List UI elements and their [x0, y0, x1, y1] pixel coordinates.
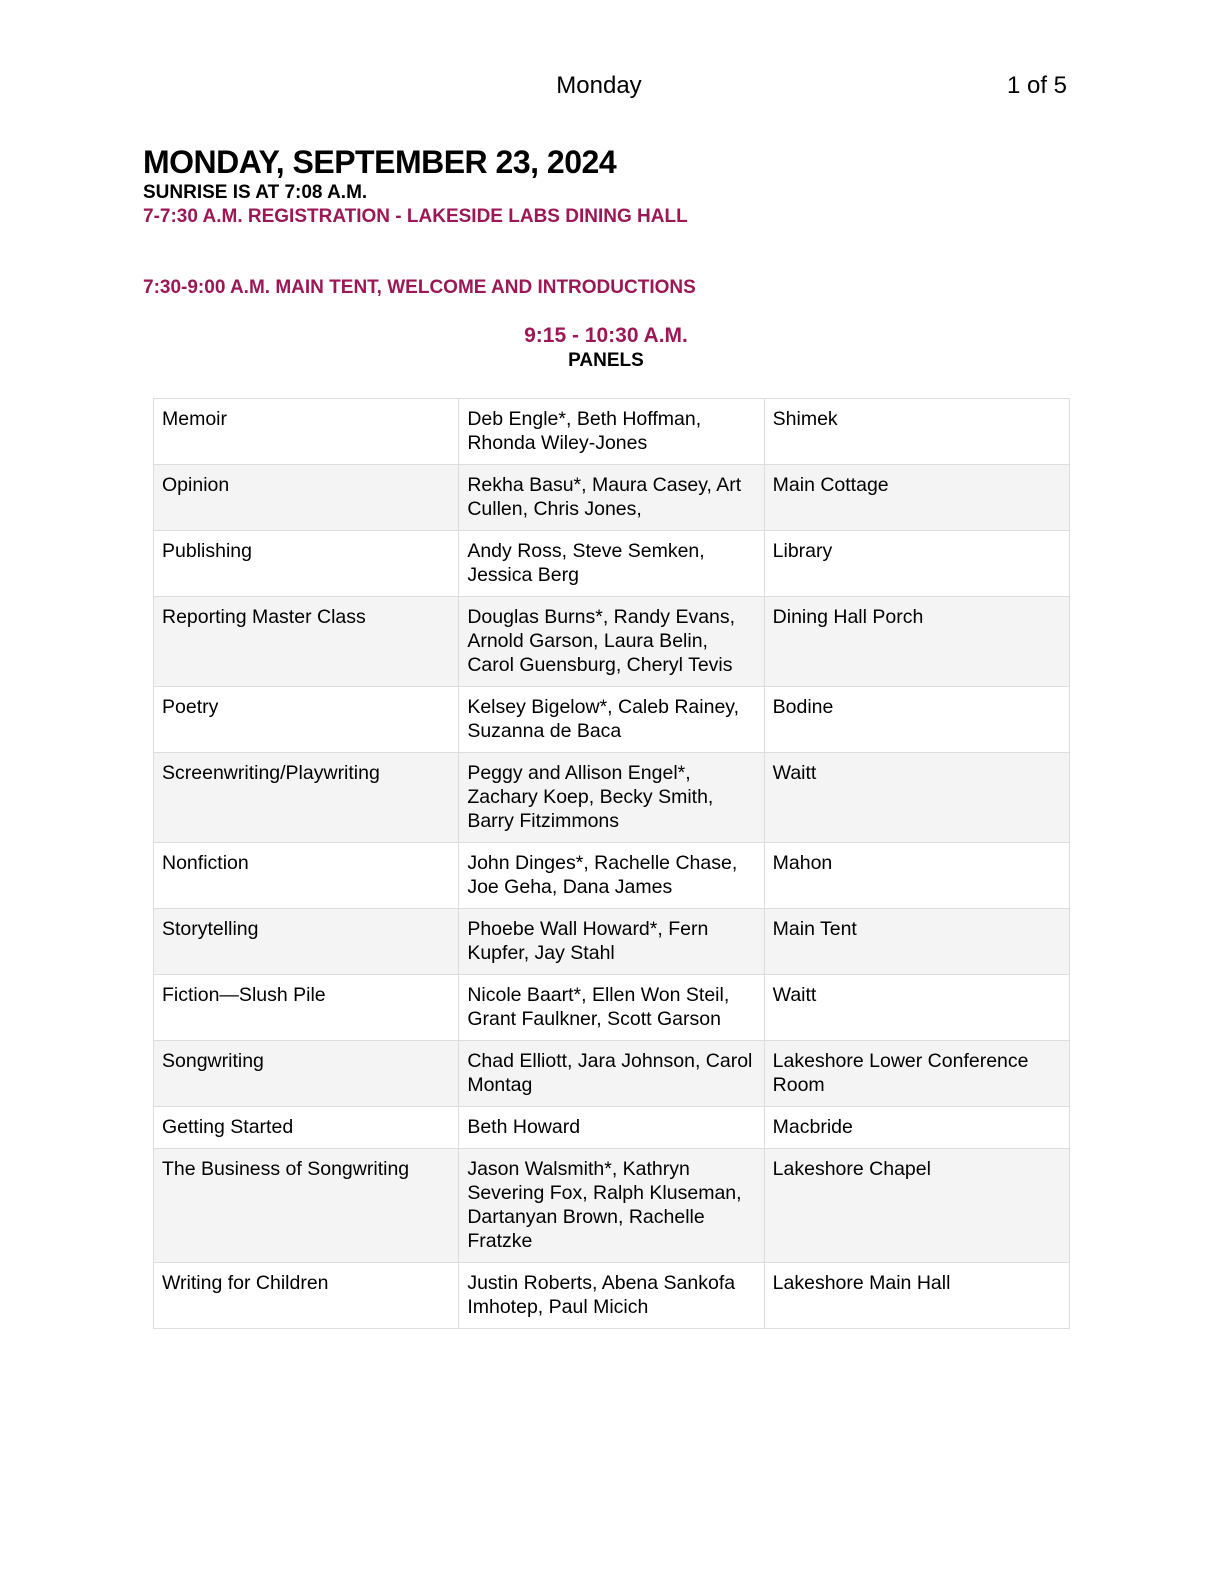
panel-topic-cell: Screenwriting/Playwriting	[154, 753, 459, 843]
sunrise-note: SUNRISE IS AT 7:08 A.M.	[143, 182, 368, 203]
panel-topic-cell: Getting Started	[154, 1107, 459, 1149]
panel-room-cell: Dining Hall Porch	[764, 597, 1069, 687]
table-row	[154, 909, 1070, 975]
table-row	[154, 399, 1070, 465]
panel-people-cell: Nicole Baart*, Ellen Won Steil, Grant Faulkner, Scott Garson	[459, 975, 764, 1041]
table-row	[154, 1149, 1070, 1263]
table-row	[154, 975, 1070, 1041]
registration-line: 7-7:30 A.M. REGISTRATION - LAKESIDE LABS DINING HALL	[143, 206, 688, 227]
panel-people-cell: Peggy and Allison Engel*, Zachary Koep, Becky Smith, Barry Fitzimmons	[459, 753, 764, 843]
panel-room-cell: Main Tent	[764, 909, 1069, 975]
table-row	[154, 1107, 1070, 1149]
panel-people-cell: Phoebe Wall Howard*, Fern Kupfer, Jay Stahl	[459, 909, 764, 975]
panel-people-cell: Andy Ross, Steve Semken, Jessica Berg	[459, 531, 764, 597]
table-row	[154, 465, 1070, 531]
table-row	[154, 531, 1070, 597]
panel-topic-cell: Writing for Children	[154, 1263, 459, 1329]
panel-people-cell: Jason Walsmith*, Kathryn Severing Fox, Ralph Kluseman, Dartanyan Brown, Rachelle Fratzke	[459, 1149, 764, 1263]
panel-room-cell: Macbride	[764, 1107, 1069, 1149]
panel-room-cell: Lakeshore Main Hall	[764, 1263, 1069, 1329]
panel-topic-cell: The Business of Songwriting	[154, 1149, 459, 1263]
panel-topic-cell: Songwriting	[154, 1041, 459, 1107]
document-title: MONDAY, SEPTEMBER 23, 2024	[143, 144, 617, 180]
panel-people-cell: Deb Engle*, Beth Hoffman, Rhonda Wiley-Jones	[459, 399, 764, 465]
table-row	[154, 597, 1070, 687]
panel-topic-cell: Opinion	[154, 465, 459, 531]
table-row	[154, 1041, 1070, 1107]
panel-topic-cell: Poetry	[154, 687, 459, 753]
panels-table	[153, 398, 1070, 1329]
table-row	[154, 843, 1070, 909]
panel-room-cell: Waitt	[764, 975, 1069, 1041]
page-header	[0, 70, 1224, 104]
panel-topic-cell: Storytelling	[154, 909, 459, 975]
panel-people-cell: Chad Elliott, Jara Johnson, Carol Montag	[459, 1041, 764, 1107]
panel-people-cell: Rekha Basu*, Maura Casey, Art Cullen, Chris Jones,	[459, 465, 764, 531]
panel-people-cell: John Dinges*, Rachelle Chase, Joe Geha, Dana James	[459, 843, 764, 909]
panel-room-cell: Lakeshore Lower Conference Room	[764, 1041, 1069, 1107]
table-row	[154, 1263, 1070, 1329]
panel-people-cell: Justin Roberts, Abena Sankofa Imhotep, Paul Micich	[459, 1263, 764, 1329]
panel-topic-cell: Fiction—Slush Pile	[154, 975, 459, 1041]
panel-topic-cell: Nonfiction	[154, 843, 459, 909]
header-title: Monday	[556, 72, 642, 99]
panel-topic-cell: Publishing	[154, 531, 459, 597]
panel-topic-cell: Memoir	[154, 399, 459, 465]
welcome-line: 7:30-9:00 A.M. MAIN TENT, WELCOME AND INTRODUCTIONS	[143, 277, 696, 298]
session-time: 9:15 - 10:30 A.M.	[524, 324, 688, 347]
panel-room-cell: Shimek	[764, 399, 1069, 465]
panel-topic-cell: Reporting Master Class	[154, 597, 459, 687]
panel-people-cell: Kelsey Bigelow*, Caleb Rainey, Suzanna de Baca	[459, 687, 764, 753]
panel-room-cell: Lakeshore Chapel	[764, 1149, 1069, 1263]
session-label: PANELS	[568, 350, 644, 371]
table-row	[154, 687, 1070, 753]
panel-people-cell: Beth Howard	[459, 1107, 764, 1149]
panel-room-cell: Main Cottage	[764, 465, 1069, 531]
panel-people-cell: Douglas Burns*, Randy Evans, Arnold Garson, Laura Belin, Carol Guensburg, Cheryl Tevis	[459, 597, 764, 687]
panel-room-cell: Waitt	[764, 753, 1069, 843]
page-indicator: 1 of 5	[1006, 72, 1067, 99]
panel-room-cell: Bodine	[764, 687, 1069, 753]
session-heading	[0, 323, 1212, 373]
panel-room-cell: Mahon	[764, 843, 1069, 909]
panels-table-body	[154, 399, 1070, 1329]
panel-room-cell: Library	[764, 531, 1069, 597]
table-row	[154, 753, 1070, 843]
